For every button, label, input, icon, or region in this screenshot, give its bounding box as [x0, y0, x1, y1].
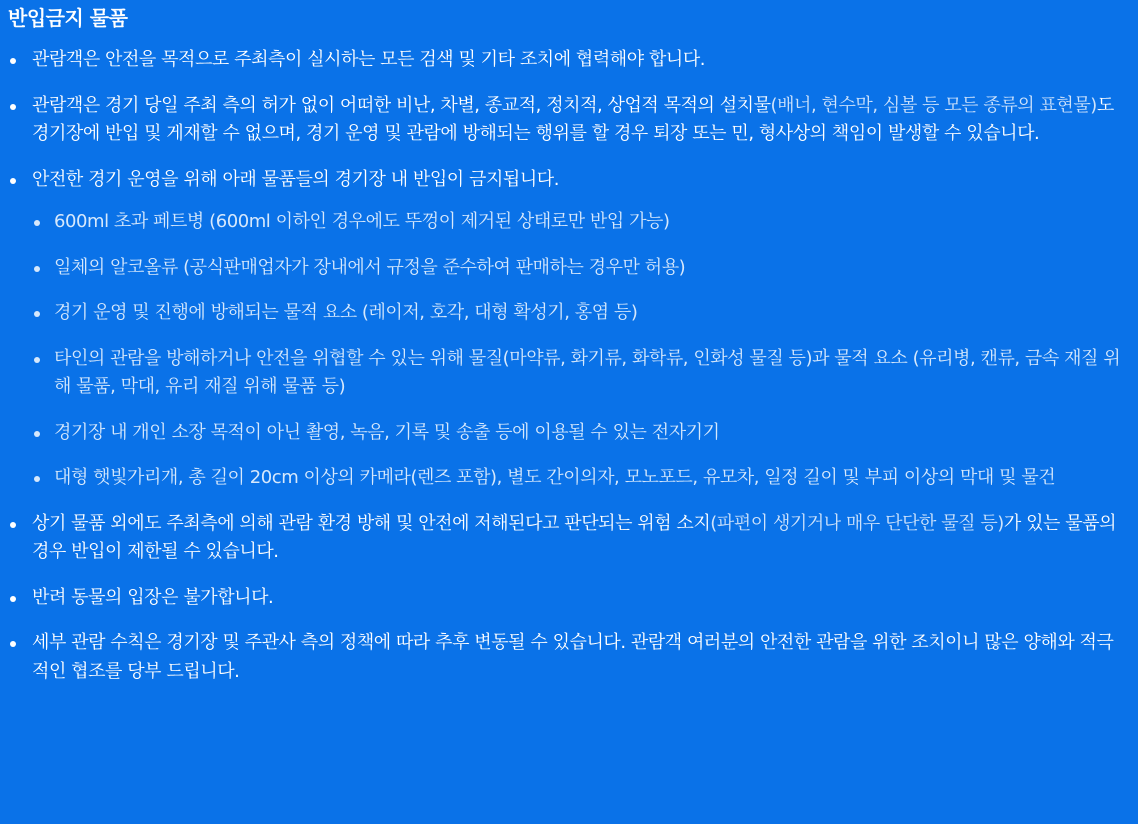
sub-list-item: 경기장 내 개인 소장 목적이 아닌 촬영, 녹음, 기록 및 송출 등에 이용될 수 있는 전자기기 — [32, 419, 1128, 448]
sub-list-item: 일체의 알코올류 (공식판매업자가 장내에서 규정을 준수하여 판매하는 경우만 허용) — [32, 254, 1128, 283]
list-item — [8, 510, 1128, 567]
list-item-muted-text: (파편이 생기거나 매우 단단한 물질 등) — [710, 512, 1004, 534]
rules-list — [8, 46, 1128, 686]
list-item — [8, 629, 1128, 686]
prohibited-items-sublist — [32, 208, 1128, 493]
list-item — [8, 166, 1128, 493]
list-item-muted-text: (배너, 현수막, 심볼 등 모든 종류의 표현물) — [770, 94, 1097, 116]
sub-list-item: 경기 운영 및 진행에 방해되는 물적 요소 (레이저, 호각, 대형 확성기, 홍염 등) — [32, 299, 1128, 328]
list-item — [8, 46, 1128, 75]
sub-list-item: 대형 햇빛가리개, 총 길이 20cm 이상의 카메라(렌즈 포함), 별도 간이의자, 모노포드, 유모차, 일정 길이 및 부피 이상의 막대 및 물건 — [32, 464, 1128, 493]
list-item-text: 반려 동물의 입장은 불가합니다. — [32, 586, 274, 608]
list-item-text: 상기 물품 외에도 주최측에 의해 관람 환경 방해 및 안전에 저해된다고 판단되는 위험 소지 — [32, 512, 711, 534]
list-item — [8, 584, 1128, 613]
list-item — [8, 92, 1128, 149]
list-item-text: 세부 관람 수칙은 경기장 및 주관사 측의 정책에 따라 추후 변동될 수 있습니다. 관람객 여러분의 안전한 관람을 위한 조치이니 많은 양해와 적극적인 협조를 당부 드립니다. — [32, 632, 1114, 682]
list-item-text: 안전한 경기 운영을 위해 아래 물품들의 경기장 내 반입이 금지됩니다. — [32, 168, 559, 190]
list-item-text: 관람객은 안전을 목적으로 주최측이 실시하는 모든 검색 및 기타 조치에 협력해야 합니다. — [32, 49, 706, 70]
list-item-text: 가 있는 물품의 경우 반입이 제한될 수 있습니다. — [32, 512, 1117, 562]
sub-list-item: 타인의 관람을 방해하거나 안전을 위협할 수 있는 위해 물질(마약류, 화기류, 화학류, 인화성 물질 등)과 물적 요소 (유리병, 캔류, 금속 재질 위해 물품, 막대, 유리 재질 위해 물품 등) — [32, 345, 1128, 402]
page-title: 반입금지 물품 — [8, 6, 128, 30]
list-item-text: 도 경기장에 반입 및 게재할 수 없으며, 경기 운영 및 관람에 방해되는 행위를 할 경우 퇴장 또는 민, 형사상의 책임이 발생할 수 있습니다. — [32, 94, 1114, 144]
sub-list-item: 600ml 초과 페트병 (600ml 이하인 경우에도 뚜껑이 제거된 상태로만 반입 가능) — [32, 208, 1128, 237]
list-item-text: 관람객은 경기 당일 주최 측의 허가 없이 어떠한 비난, 차별, 종교적, 정치적, 상업적 목적의 설치물 — [32, 94, 771, 116]
